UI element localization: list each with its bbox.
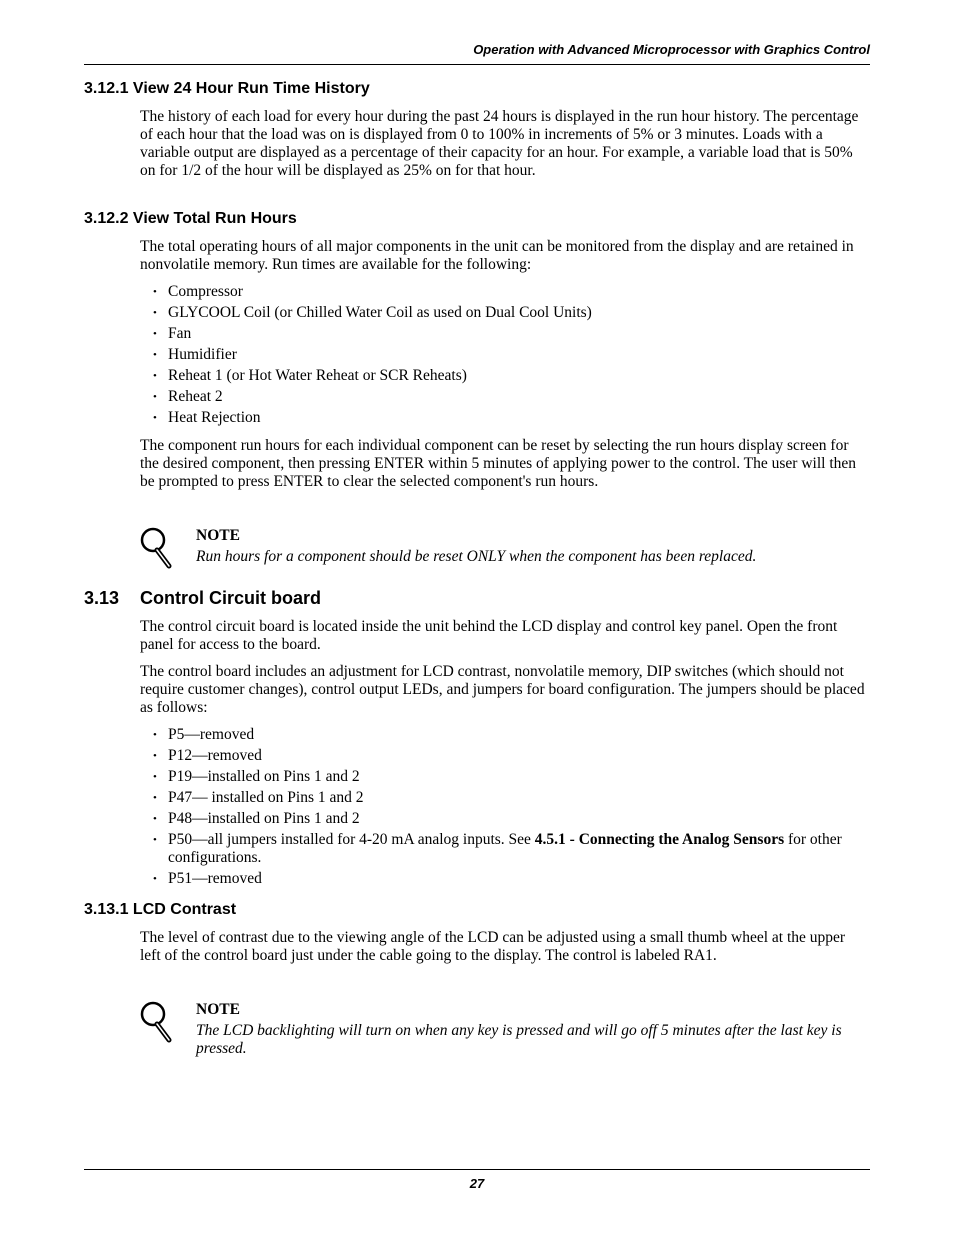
list-item: • Humidifier (140, 346, 868, 364)
section-number: 3.13 (84, 588, 120, 608)
para-control-board-features: The control board includes an adjustment for LCD contrast, nonvolatile memory, DIP switches (which should not require customer changes), control output LEDs, and jumpers for board configuration. The jumpers should be placed as follows: (140, 663, 865, 716)
list-item: • Fan (140, 325, 868, 343)
note-text: The LCD backlighting will turn on when any key is pressed and will go off 5 minutes after the last key is pressed. (196, 1022, 842, 1057)
run-time-component-list (140, 283, 868, 430)
heading-3-12-2: 3.12.2 View Total Run Hours (84, 210, 297, 227)
para-reset-run-hours: The component run hours for each individual component can be reset by selecting the run hours display screen for the desired component, then pressing ENTER within 5 minutes of applying power to the control. The user will then be prompted to press ENTER to clear the selected component's run hours. (140, 437, 857, 490)
list-item: • GLYCOOL Coil (or Chilled Water Coil as used on Dual Cool Units) (140, 304, 868, 322)
heading-3-12-1: 3.12.1 View 24 Hour Run Time History (84, 80, 370, 97)
note-title: NOTE (196, 527, 240, 544)
cross-reference-link[interactable]: 4.5.1 - Connecting the Analog Sensors (534, 831, 785, 848)
para-control-board-location: The control circuit board is located inside the unit behind the LCD display and control key panel. Open the front panel for access to the board. (140, 618, 838, 653)
p50-text: P50—all jumpers installed for 4-20 mA analog inputs. See (168, 831, 535, 848)
jumper-list (140, 726, 868, 891)
list-item: • P12—removed (140, 747, 868, 765)
list-item: • Compressor (140, 283, 868, 301)
magnifier-icon (138, 1000, 174, 1044)
page-number: 27 (469, 1176, 485, 1191)
magnifier-icon (138, 526, 174, 570)
note-title: NOTE (196, 1001, 240, 1018)
list-item: • P47— installed on Pins 1 and 2 (140, 789, 868, 807)
header-rule (84, 64, 870, 65)
list-item: • P51—removed (140, 870, 868, 888)
list-item: • Reheat 2 (140, 388, 868, 406)
para-run-time-history: The history of each load for every hour during the past 24 hours is displayed in the run hour history. The percentage of each hour that the load was on is displayed from 0 to 100% in increments of 5% or 3 minutes. Loads with a variable output are displayed as a percentage of their capacity for an hour. For example, a variable load that is 50% on for 1/2 of the hour will be displayed as 25% on for that hour. (140, 108, 859, 179)
list-item: • Reheat 1 (or Hot Water Reheat or SCR Reheats) (140, 367, 868, 385)
para-total-run-hours: The total operating hours of all major components in the unit can be monitored from the display and are retained in nonvolatile memory. Run times are available for the following: (140, 238, 854, 273)
heading-3-13 (84, 588, 321, 609)
list-item: • P19—installed on Pins 1 and 2 (140, 768, 868, 786)
list-item: • P48—installed on Pins 1 and 2 (140, 810, 868, 828)
list-item: • Heat Rejection (140, 409, 868, 427)
heading-3-13-1: 3.13.1 LCD Contrast (84, 901, 237, 918)
p50-suffix: for other configurations. (168, 831, 842, 866)
note-text: Run hours for a component should be reset ONLY when the component has been replaced. (196, 548, 757, 565)
list-item (140, 831, 868, 867)
para-lcd-contrast: The level of contrast due to the viewing angle of the LCD can be adjusted using a small thumb wheel at the upper left of the control board just under the cable going to the display. The control is labeled RA1. (140, 929, 846, 964)
footer-rule (84, 1169, 870, 1170)
list-item: • P5—removed (140, 726, 868, 744)
running-header: Operation with Advanced Microprocessor with Graphics Control (473, 42, 870, 57)
section-title: Control Circuit board (140, 588, 321, 608)
